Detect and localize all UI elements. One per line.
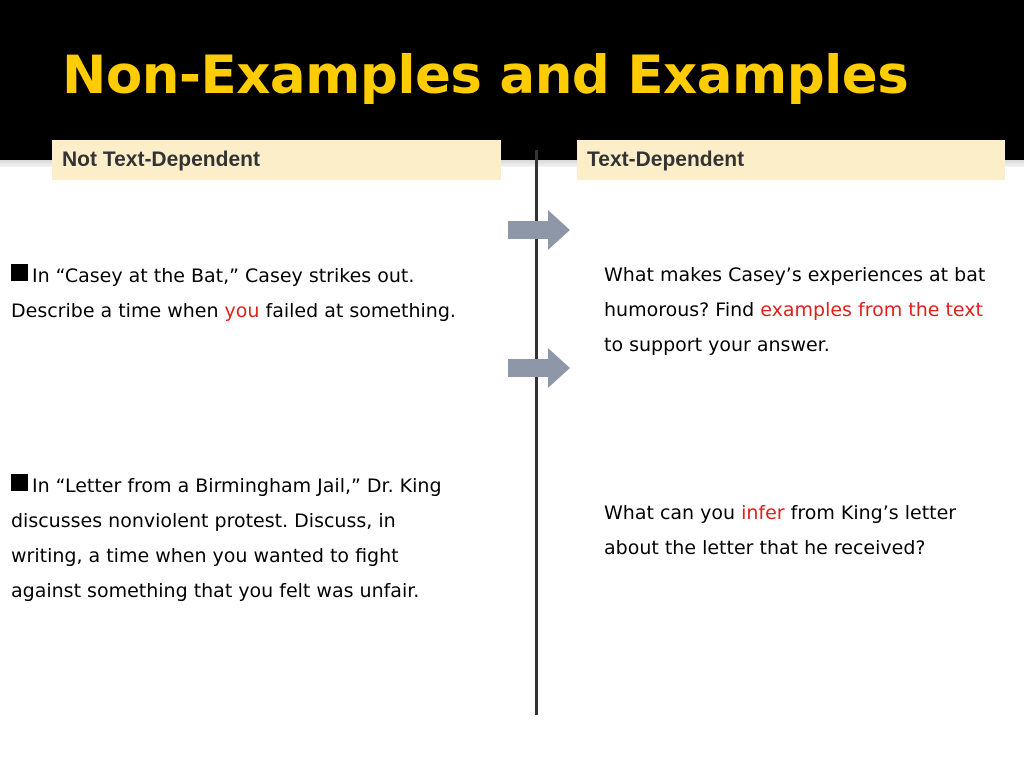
right-arrow-icon — [508, 210, 570, 250]
example-king-text-end: from King’s letter about the letter that he received? — [604, 502, 957, 559]
highlight-you: you — [224, 300, 260, 322]
square-bullet-icon — [11, 474, 28, 491]
example-king — [604, 496, 1004, 566]
column-header-text-dependent: Text-Dependent — [577, 140, 1005, 180]
example-casey — [604, 258, 1004, 363]
square-bullet-icon — [11, 264, 28, 281]
title-band — [0, 0, 1024, 160]
highlight-infer: infer — [741, 502, 785, 524]
non-example-casey-text-end: failed at something. — [259, 300, 456, 322]
slide-title: Non-Examples and Examples — [62, 45, 909, 106]
example-king-text: What can you — [604, 502, 742, 524]
highlight-examples-from-the-text: examples from the text — [760, 299, 983, 321]
non-example-casey-text: In “Casey at the Bat,” Casey strikes out. Describe a time when — [11, 265, 415, 322]
example-casey-text: What makes Casey’s experiences at bat humorous? Find — [604, 264, 986, 321]
column-header-not-text-dependent: Not Text-Dependent — [52, 140, 501, 180]
right-arrow-icon — [508, 348, 570, 388]
non-example-king — [11, 469, 456, 609]
example-casey-text-end: to support your answer. — [604, 334, 830, 356]
non-example-casey — [11, 259, 456, 329]
non-example-king-text: In “Letter from a Birmingham Jail,” Dr. King discusses nonviolent protest. Discuss, in writing, a time when you wanted to fight against something that you felt was unfair. — [11, 475, 442, 602]
